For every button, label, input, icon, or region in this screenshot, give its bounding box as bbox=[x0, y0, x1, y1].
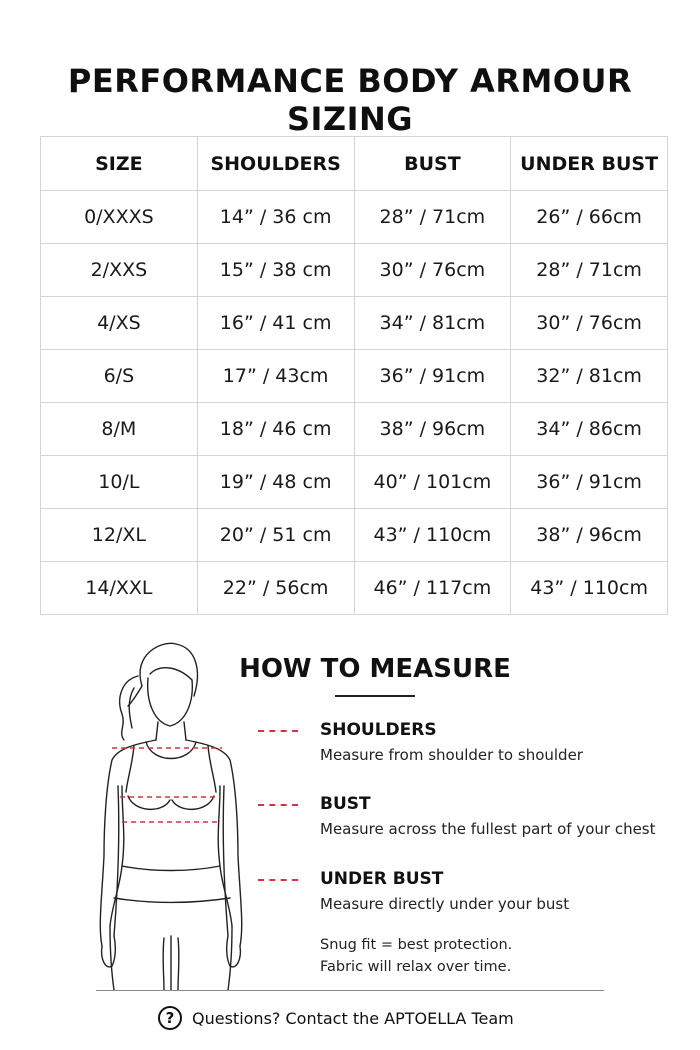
size-cell: 14/XXL bbox=[41, 562, 198, 615]
measure-label: UNDER BUST bbox=[320, 869, 444, 889]
column-header-under-bust: UNDER BUST bbox=[511, 137, 668, 191]
dashed-line-icon bbox=[258, 804, 298, 806]
table-header-row bbox=[41, 137, 668, 191]
column-header-size: SIZE bbox=[41, 137, 198, 191]
under-bust-cell: 34” / 86cm bbox=[511, 403, 668, 456]
measure-label: BUST bbox=[320, 794, 371, 814]
under-bust-cell: 30” / 76cm bbox=[511, 297, 668, 350]
how-to-measure-heading: HOW TO MEASURE bbox=[239, 654, 511, 684]
measure-description: Measure across the fullest part of your chest bbox=[320, 820, 656, 838]
dashed-line-icon bbox=[258, 879, 298, 881]
size-cell: 2/XXS bbox=[41, 244, 198, 297]
column-header-bust: BUST bbox=[354, 137, 511, 191]
heading-underline bbox=[335, 695, 415, 697]
size-cell: 12/XL bbox=[41, 509, 198, 562]
fit-note-line: Snug fit = best protection. bbox=[320, 937, 513, 953]
size-table bbox=[40, 136, 668, 615]
under-bust-cell: 43” / 110cm bbox=[511, 562, 668, 615]
body-figure-illustration bbox=[92, 636, 252, 990]
shoulders-cell: 19” / 48 cm bbox=[197, 456, 354, 509]
under-bust-cell: 38” / 96cm bbox=[511, 509, 668, 562]
bust-cell: 34” / 81cm bbox=[354, 297, 511, 350]
shoulders-cell: 20” / 51 cm bbox=[197, 509, 354, 562]
contact-text: Questions? Contact the APTOELLA Team bbox=[192, 1008, 514, 1028]
measure-label: SHOULDERS bbox=[320, 720, 437, 740]
shoulders-cell: 16” / 41 cm bbox=[197, 297, 354, 350]
table-row bbox=[41, 297, 668, 350]
shoulders-cell: 15” / 38 cm bbox=[197, 244, 354, 297]
page-title: PERFORMANCE BODY ARMOUR SIZING bbox=[67, 62, 633, 138]
fit-note bbox=[320, 934, 512, 978]
shoulders-cell: 18” / 46 cm bbox=[197, 403, 354, 456]
under-bust-cell: 26” / 66cm bbox=[511, 191, 668, 244]
bust-cell: 46” / 117cm bbox=[354, 562, 511, 615]
table-row bbox=[41, 191, 668, 244]
table-row bbox=[41, 456, 668, 509]
bust-cell: 28” / 71cm bbox=[354, 191, 511, 244]
footer-divider bbox=[96, 990, 604, 991]
table-row bbox=[41, 562, 668, 615]
bust-cell: 43” / 110cm bbox=[354, 509, 511, 562]
under-bust-cell: 36” / 91cm bbox=[511, 456, 668, 509]
size-cell: 10/L bbox=[41, 456, 198, 509]
size-cell: 4/XS bbox=[41, 297, 198, 350]
bust-cell: 40” / 101cm bbox=[354, 456, 511, 509]
bust-cell: 30” / 76cm bbox=[354, 244, 511, 297]
fit-note-line: Fabric will relax over time. bbox=[320, 959, 512, 975]
table-row bbox=[41, 350, 668, 403]
dashed-line-icon bbox=[258, 730, 298, 732]
size-cell: 8/M bbox=[41, 403, 198, 456]
measure-description: Measure from shoulder to shoulder bbox=[320, 746, 583, 764]
shoulders-cell: 14” / 36 cm bbox=[197, 191, 354, 244]
bust-cell: 38” / 96cm bbox=[354, 403, 511, 456]
contact-footer bbox=[158, 1004, 514, 1032]
under-bust-cell: 28” / 71cm bbox=[511, 244, 668, 297]
bust-cell: 36” / 91cm bbox=[354, 350, 511, 403]
under-bust-cell: 32” / 81cm bbox=[511, 350, 668, 403]
question-circle-icon: ? bbox=[158, 1006, 182, 1030]
size-cell: 6/S bbox=[41, 350, 198, 403]
shoulders-cell: 17” / 43cm bbox=[197, 350, 354, 403]
table-row bbox=[41, 244, 668, 297]
table-row bbox=[41, 403, 668, 456]
size-cell: 0/XXXS bbox=[41, 191, 198, 244]
measure-description: Measure directly under your bust bbox=[320, 895, 570, 913]
table-row bbox=[41, 509, 668, 562]
shoulders-cell: 22” / 56cm bbox=[197, 562, 354, 615]
column-header-shoulders: SHOULDERS bbox=[197, 137, 354, 191]
